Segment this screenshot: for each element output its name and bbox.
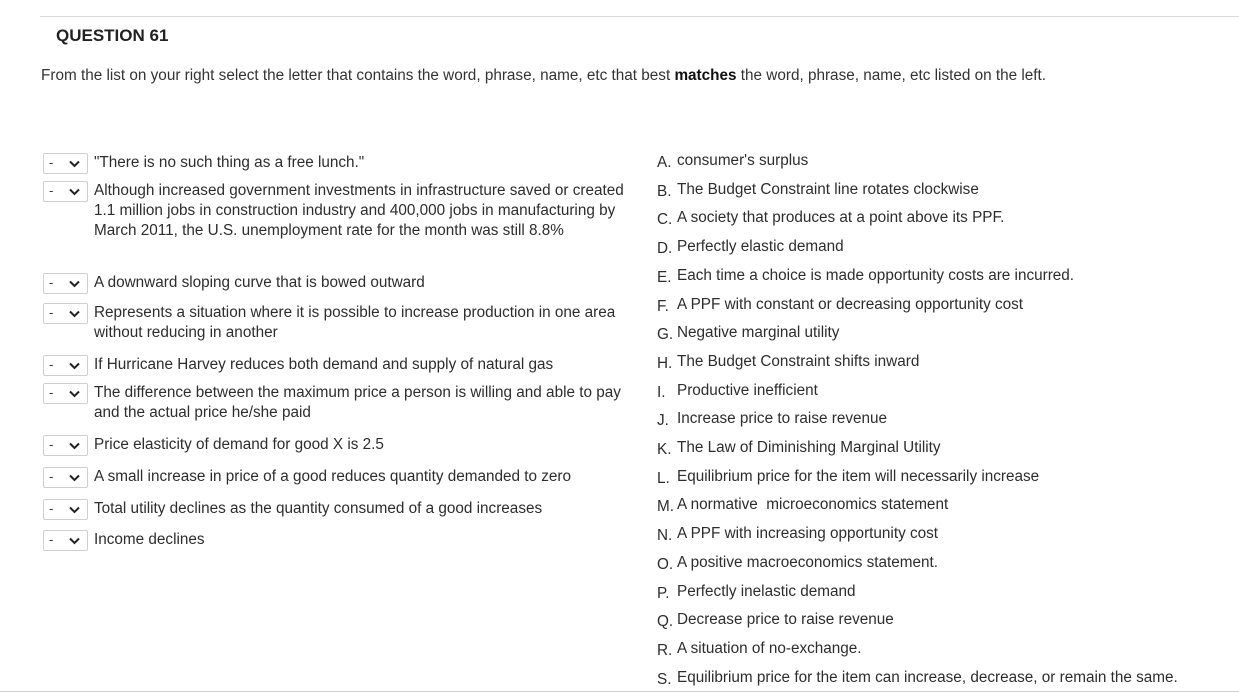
prompt-text: Price elasticity of demand for good X is 2.5 [94, 436, 384, 453]
answer-option [657, 295, 1023, 315]
answer-option [657, 668, 1178, 688]
prompt-row [43, 435, 653, 456]
answer-letter: D. [657, 240, 673, 258]
answer-letter: G. [657, 326, 674, 344]
answer-letter: N. [657, 527, 673, 545]
prompt-row [43, 499, 653, 520]
answer-dropdown[interactable] [43, 355, 88, 376]
answer-text: Equilibrium price for the item can increase, decrease, or remain the same. [677, 668, 1178, 686]
answer-letter: M. [657, 498, 674, 516]
prompt-row [43, 383, 653, 423]
dropdown-value: - [49, 501, 54, 516]
answer-letter: I. [657, 383, 666, 401]
answer-option [657, 237, 844, 257]
answer-letter: O. [657, 555, 674, 573]
dropdown-value: - [49, 385, 54, 400]
chevron-down-icon [69, 280, 80, 288]
answer-text: A normative microeconomics statement [677, 496, 949, 514]
answer-option [657, 180, 979, 200]
dropdown-value: - [49, 183, 54, 198]
answer-text: The Budget Constraint line rotates clockwise [677, 180, 979, 198]
prompt-text: A downward sloping curve that is bowed outward [94, 274, 425, 291]
answer-option [657, 151, 808, 171]
answer-letter: A. [657, 154, 672, 171]
answer-letter: B. [657, 182, 672, 200]
answer-text: Equilibrium price for the item will necessarily increase [677, 467, 1040, 485]
answer-letter: P. [657, 584, 670, 602]
answer-dropdown[interactable] [43, 303, 88, 324]
answer-option [657, 208, 1004, 228]
prompt-text: The difference between the maximum price a person is willing and able to pay and the actual price he/she paid [94, 384, 621, 421]
chevron-down-icon [69, 160, 80, 168]
question-title: QUESTION 61 [56, 26, 169, 45]
answer-letter: F. [657, 297, 669, 315]
answer-option [657, 323, 839, 343]
prompt-row [43, 303, 653, 343]
answer-dropdown[interactable] [43, 435, 88, 456]
prompt-row [43, 355, 653, 376]
answer-text: A positive macroeconomics statement. [677, 553, 939, 571]
answer-text: Decrease price to raise revenue [677, 611, 894, 629]
answer-option [657, 266, 1074, 286]
answer-option [657, 610, 894, 630]
answer-text: A PPF with constant or decreasing opportunity cost [677, 295, 1024, 313]
chevron-down-icon [69, 474, 80, 482]
answer-letter: S. [657, 670, 672, 688]
dropdown-value: - [49, 155, 54, 170]
answer-letter: L. [657, 469, 670, 487]
dropdown-value: - [49, 305, 54, 320]
answer-text: Each time a choice is made opportunity costs are incurred. [677, 266, 1075, 284]
answer-text: A situation of no-exchange. [677, 639, 862, 657]
prompt-text: Although increased government investments in infrastructure saved or created 1.1 million jobs in construction industry and 400,000 jobs in manufacturing by March 2011, the U.S. unemployment rate for the month was still 8.8% [94, 182, 624, 239]
answer-dropdown[interactable] [43, 467, 88, 488]
answer-text: The Budget Constraint shifts inward [677, 352, 920, 370]
answer-option [657, 639, 862, 659]
dropdown-value: - [49, 532, 54, 547]
answer-option [657, 582, 856, 602]
answer-option [657, 438, 941, 458]
prompt-row [43, 273, 653, 294]
chevron-down-icon [69, 188, 80, 196]
answer-option [657, 495, 948, 515]
question-instruction [41, 67, 1046, 85]
answer-text: Negative marginal utility [677, 324, 840, 342]
prompt-row [43, 530, 653, 551]
answer-dropdown[interactable] [43, 530, 88, 551]
chevron-down-icon [69, 390, 80, 398]
dropdown-value: - [49, 275, 54, 290]
prompt-text: "There is no such thing as a free lunch." [94, 154, 365, 171]
instruction-emphasis: matches [674, 67, 737, 84]
prompt-row [43, 467, 653, 488]
answer-text: A PPF with increasing opportunity cost [677, 525, 939, 543]
dropdown-value: - [49, 469, 54, 484]
chevron-down-icon [69, 310, 80, 318]
answer-option [657, 381, 818, 401]
answer-dropdown[interactable] [43, 181, 88, 202]
answer-option [657, 352, 919, 372]
answer-letter: R. [657, 641, 673, 659]
answer-dropdown[interactable] [43, 499, 88, 520]
instruction-text-end: the word, phrase, name, etc listed on the left. [736, 67, 1047, 84]
prompt-text: Total utility declines as the quantity consumed of a good increases [94, 500, 543, 517]
answer-option [657, 553, 938, 573]
prompt-text: A small increase in price of a good reduces quantity demanded to zero [94, 468, 572, 485]
dropdown-value: - [49, 437, 54, 452]
answer-letter: K. [657, 441, 672, 458]
answer-dropdown[interactable] [43, 383, 88, 404]
answer-option [657, 524, 938, 544]
chevron-down-icon [69, 506, 80, 514]
answer-text: Perfectly elastic demand [677, 238, 844, 256]
answer-text: Perfectly inelastic demand [677, 582, 856, 600]
answer-option [657, 467, 1039, 487]
instruction-text-start: From the list on your right select the letter that contains the word, phrase, name, etc that best [41, 67, 675, 84]
chevron-down-icon [69, 442, 80, 450]
chevron-down-icon [69, 537, 80, 545]
answer-option [657, 409, 887, 429]
prompt-text: Represents a situation where it is possible to increase production in one area without reducing in another [94, 304, 616, 341]
prompt-row [43, 181, 653, 241]
answer-text: Increase price to raise revenue [677, 410, 888, 428]
prompt-text: Income declines [94, 531, 205, 548]
top-divider [40, 16, 1239, 17]
answer-dropdown[interactable] [43, 153, 88, 174]
answer-text: A society that produces at a point above its PPF. [677, 209, 1005, 227]
chevron-down-icon [69, 362, 80, 370]
answer-letter: H. [657, 354, 673, 372]
answer-text: consumer's surplus [677, 152, 809, 169]
answer-text: The Law of Diminishing Marginal Utility [677, 439, 941, 456]
prompt-row [43, 153, 653, 174]
answer-letter: C. [657, 211, 673, 229]
dropdown-value: - [49, 357, 54, 372]
answer-letter: Q. [657, 613, 674, 631]
prompt-text: If Hurricane Harvey reduces both demand and supply of natural gas [94, 356, 554, 373]
answer-letter: J. [657, 412, 669, 430]
answer-dropdown[interactable] [43, 273, 88, 294]
answer-text: Productive inefficient [677, 381, 818, 399]
answer-letter: E. [657, 268, 672, 286]
